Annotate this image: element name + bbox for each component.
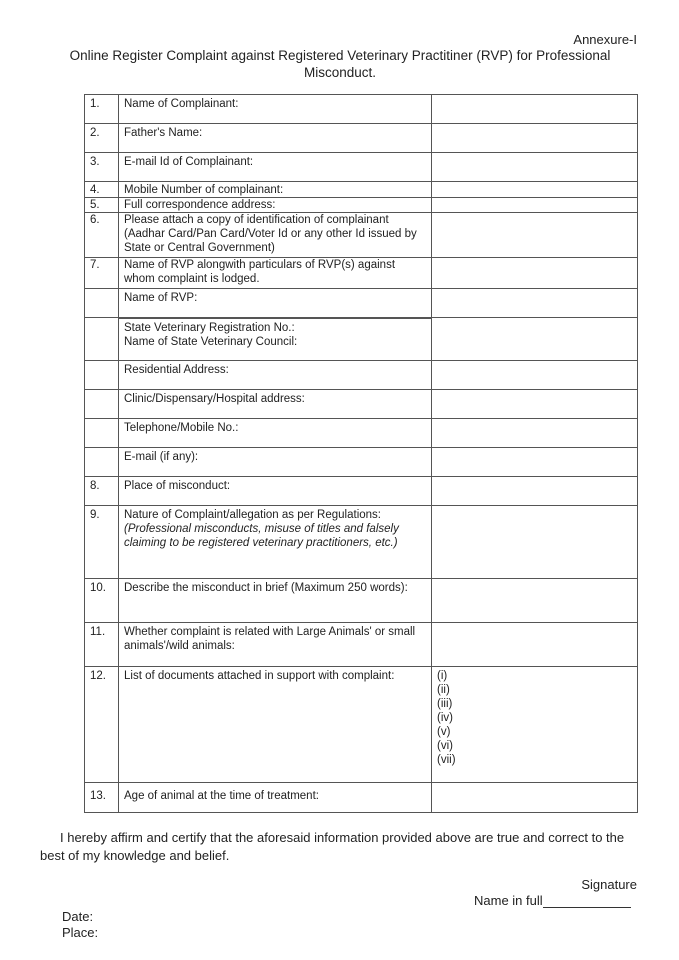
table-row: [85, 448, 638, 477]
field-label-rvp-email: E-mail (if any):: [119, 448, 432, 477]
row-number: 6.: [85, 213, 119, 258]
row-number-empty: [85, 318, 119, 361]
annexure-label: Annexure-I: [573, 32, 637, 47]
field-value-animal-type[interactable]: [432, 623, 638, 667]
row-number-empty: [85, 419, 119, 448]
field-label-father-name: Father's Name:: [119, 124, 432, 153]
field-label-registration-no: State Veterinary Registration No.:: [124, 322, 295, 334]
field-label-rvp-particulars: Name of RVP alongwith particulars of RVP(s) against whom complaint is lodged.: [119, 258, 432, 289]
field-value-rvp-email[interactable]: [432, 448, 638, 477]
row-number: 10.: [85, 579, 119, 623]
table-row: [85, 213, 638, 258]
document-item: (v): [437, 726, 451, 738]
document-item: (iv): [437, 712, 453, 724]
row-number-empty: [85, 448, 119, 477]
field-label-residential-address: Residential Address:: [119, 361, 432, 390]
field-value-telephone[interactable]: [432, 419, 638, 448]
table-row: [85, 419, 638, 448]
row-number: 7.: [85, 258, 119, 289]
row-number: 13.: [85, 783, 119, 813]
row-number: 4.: [85, 182, 119, 198]
row-number-empty: [85, 289, 119, 318]
field-label-animal-type: Whether complaint is related with Large Animals' or small animals'/wild animals:: [119, 623, 432, 667]
signature-label: Signature: [581, 877, 637, 892]
table-row: [85, 258, 638, 289]
table-row: [85, 667, 638, 783]
row-number: 2.: [85, 124, 119, 153]
field-label-state-council: Name of State Veterinary Council:: [124, 336, 298, 348]
table-row: [85, 506, 638, 579]
field-value-nature-of-complaint[interactable]: [432, 506, 638, 579]
table-row: [85, 579, 638, 623]
form-title: Online Register Complaint against Registered Veterinary Practitiner (RVP) for Professional Misconduct.: [69, 48, 611, 80]
field-value-mobile[interactable]: [432, 182, 638, 198]
table-row: [85, 153, 638, 182]
table-row: [85, 198, 638, 213]
row-number: 9.: [85, 506, 119, 579]
document-item: (vi): [437, 740, 453, 752]
field-label-documents: List of documents attached in support with complaint:: [119, 667, 432, 783]
row-number: 12.: [85, 667, 119, 783]
affirmation-text: I hereby affirm and certify that the aforesaid information provided above are true and correct to the best of my knowledge and belief.: [40, 830, 625, 863]
field-value-rvp-particulars[interactable]: [432, 258, 638, 289]
table-row: [85, 361, 638, 390]
field-label-identification: Please attach a copy of identification of complainant (Aadhar Card/Pan Card/Voter Id or any other Id issued by State or Central Government): [119, 213, 432, 258]
field-value-email[interactable]: [432, 153, 638, 182]
name-in-full-field: [474, 893, 631, 908]
field-label-clinic-address: Clinic/Dispensary/Hospital address:: [119, 390, 432, 419]
row-number: 8.: [85, 477, 119, 506]
field-value-clinic-address[interactable]: [432, 390, 638, 419]
table-row: [85, 477, 638, 506]
row-number: 11.: [85, 623, 119, 667]
complaint-form-table: [84, 94, 638, 813]
field-value-documents[interactable]: [432, 667, 638, 783]
field-label-telephone: Telephone/Mobile No.:: [119, 419, 432, 448]
table-row: [85, 289, 638, 318]
name-in-full-line[interactable]: [543, 895, 631, 908]
field-value-registration[interactable]: [432, 318, 638, 361]
nature-of-complaint-note: (Professional misconducts, misuse of titles and falsely claiming to be registered veterinary practitioners, etc.): [124, 523, 399, 549]
table-row: [85, 95, 638, 124]
field-label-place-of-misconduct: Place of misconduct:: [119, 477, 432, 506]
field-label-mobile: Mobile Number of complainant:: [119, 182, 432, 198]
table-row: [85, 783, 638, 813]
document-item: (i): [437, 670, 448, 682]
field-label-animal-age: Age of animal at the time of treatment:: [119, 783, 432, 813]
table-row: [85, 623, 638, 667]
row-number: 1.: [85, 95, 119, 124]
nature-of-complaint-label: Nature of Complaint/allegation as per Regulations:: [124, 509, 381, 521]
name-in-full-label: Name in full: [474, 893, 543, 908]
field-label-registration: [119, 318, 432, 361]
field-value-rvp-name[interactable]: [432, 289, 638, 318]
field-label-email: E-mail Id of Complainant:: [119, 153, 432, 182]
field-value-residential-address[interactable]: [432, 361, 638, 390]
table-row: [85, 390, 638, 419]
table-row: [85, 124, 638, 153]
field-label-misconduct-description: Describe the misconduct in brief (Maximum 250 words):: [119, 579, 432, 623]
document-item: (iii): [437, 698, 453, 710]
row-number-empty: [85, 361, 119, 390]
field-value-identification[interactable]: [432, 213, 638, 258]
field-value-misconduct-description[interactable]: [432, 579, 638, 623]
place-label: Place:: [62, 925, 99, 940]
document-item: (vii): [437, 754, 456, 766]
row-number: 3.: [85, 153, 119, 182]
row-number-empty: [85, 390, 119, 419]
field-label-address: Full correspondence address:: [119, 198, 432, 213]
field-value-father-name[interactable]: [432, 124, 638, 153]
field-value-address[interactable]: [432, 198, 638, 213]
field-value-complainant-name[interactable]: [432, 95, 638, 124]
table-row: [85, 318, 638, 361]
date-label: Date:: [62, 909, 94, 924]
table-row: [85, 182, 638, 198]
field-label-rvp-name: Name of RVP:: [119, 289, 432, 318]
field-value-animal-age[interactable]: [432, 783, 638, 813]
document-item: (ii): [437, 684, 450, 696]
field-label-nature-of-complaint: [119, 506, 432, 579]
row-number: 5.: [85, 198, 119, 213]
field-label-complainant-name: Name of Complainant:: [119, 95, 432, 124]
field-value-place-of-misconduct[interactable]: [432, 477, 638, 506]
